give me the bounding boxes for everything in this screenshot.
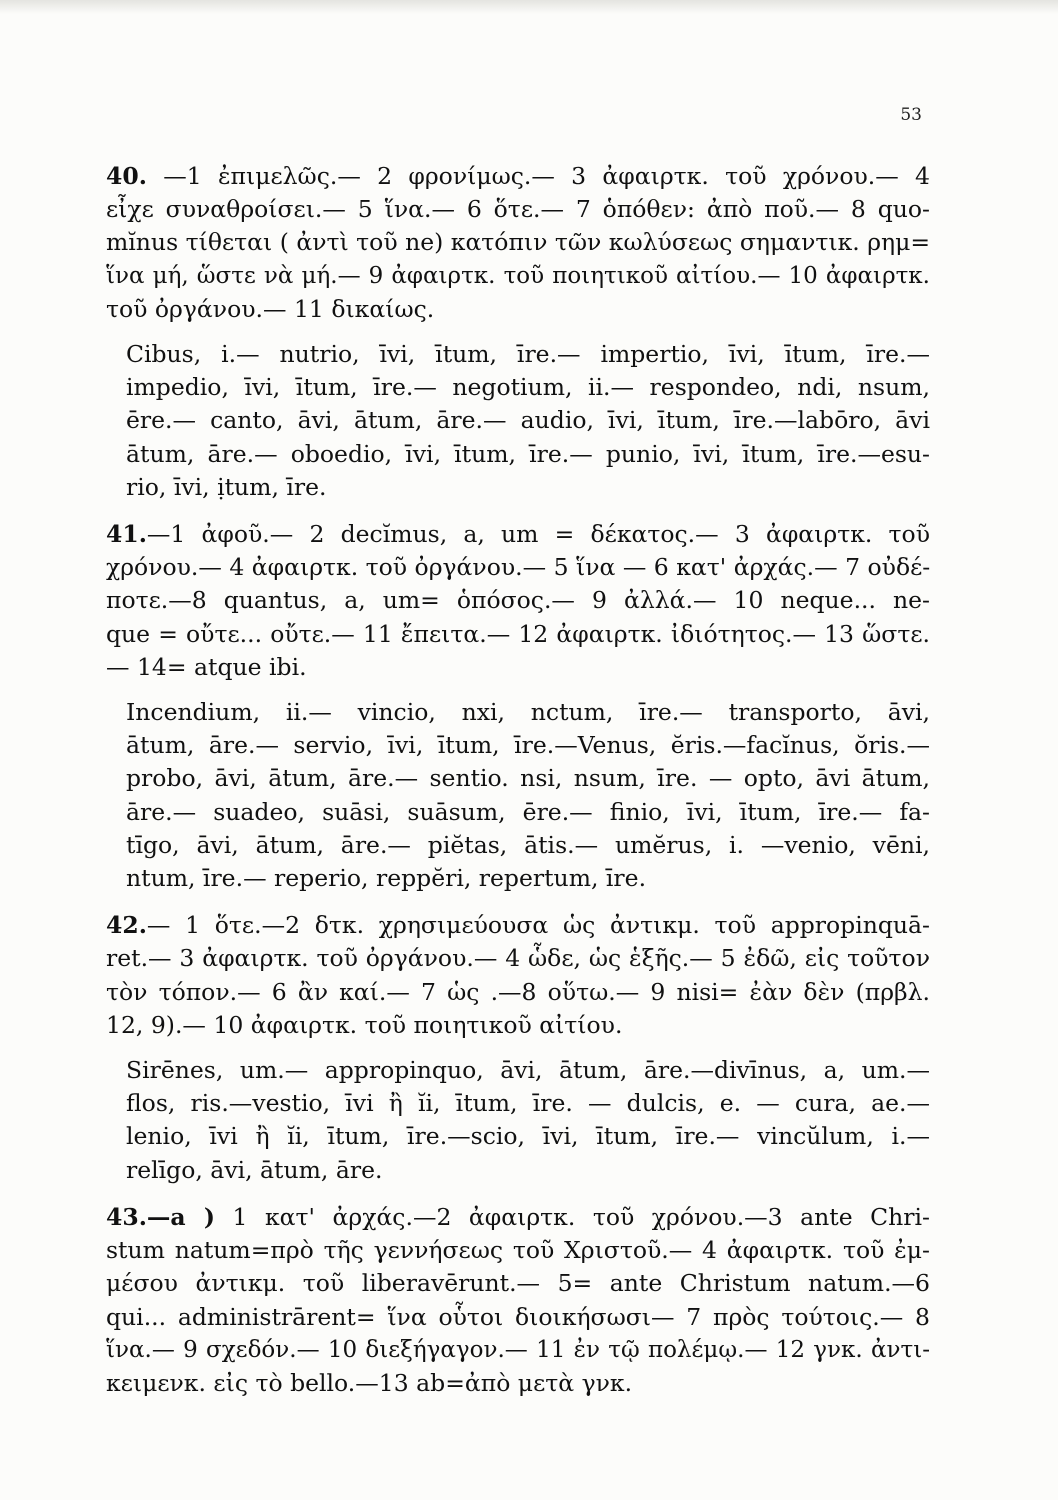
exercise-number: 43.—a ) <box>106 1202 215 1231</box>
exercise-number: 42. <box>106 911 147 940</box>
text-line: ātum, āre.— oboedio, īvi, ītum, īre.— punio, īvi, ītum, īre.—esu- <box>126 439 930 468</box>
text-line: ret.— 3 ἀφαιρτκ. τοῦ ὀργάνου.— 4 ὧδε, ὡς ἑξῆς.— 5 ἐδῶ, εἰς τοῦτον <box>106 944 930 973</box>
page-body <box>106 160 930 1412</box>
exercise-41-notes <box>106 518 930 684</box>
exercise-number: 40. <box>106 162 147 190</box>
text-line: 41.—1 ἀφοῦ.— 2 decĭmus, a, um = δέκατος.— 3 ἀφαιρτκ. τοῦ <box>106 520 930 549</box>
text-line: mĭnus τίθεται ( ἀντὶ τοῦ ne) κατόπιν τῶν κωλύσεως σημαντικ. ρημ= <box>106 228 931 257</box>
text-line: ātum, āre.— servio, īvi, ītum, īre.—Venus, ĕris.—facĭnus, ŏris.— <box>126 731 930 760</box>
page-number: 53 <box>900 105 922 125</box>
exercise-42-vocabulary <box>106 1054 930 1187</box>
exercise-41-vocabulary <box>106 696 930 895</box>
text-line: lenio, īvi ἢ ĭi, ītum, īre.—scio, īvi, ītum, īre.— vincŭlum, i.— <box>126 1122 930 1151</box>
text-line: flos, ris.—vestio, īvi ἢ ĭi, ītum, īre. — dulcis, e. — cura, ae.— <box>126 1089 930 1118</box>
text-line: 43.—a ) 1 κατ' ἀρχάς.—2 ἀφαιρτκ. τοῦ χρόνου.—3 ante Chri- <box>106 1202 930 1231</box>
text-line: ntum, īre.— reperio, reppĕri, repertum, īre. <box>126 864 647 893</box>
text-line: τοῦ ὀργάνου.— 11 δικαίως. <box>106 294 435 323</box>
text-line: stum natum=πρὸ τῆς γεννήσεως τοῦ Χριστοῦ.— 4 ἀφαιρτκ. τοῦ ἐμ- <box>106 1236 930 1265</box>
text-line: κειμενκ. εἰς τὸ bello.—13 ab=ἀπὸ μετὰ γνκ. <box>106 1368 633 1397</box>
text-line: rio, īvi, ịtum, īre. <box>126 472 327 501</box>
text-line: χρόνου.— 4 ἀφαιρτκ. τοῦ ὀργάνου.— 5 ἵνα — 6 κατ' ἀρχάς.— 7 οὐδέ- <box>106 553 931 582</box>
text-line: 12, 9).— 10 ἀφαιρτκ. τοῦ ποιητικοῦ αἰτίου. <box>106 1010 623 1039</box>
text-line: ἵνα.— 9 σχεδόν.— 10 διεξήγαγον.— 11 ἐν τῷ πολέμῳ.— 12 γνκ. ἀντι- <box>106 1336 930 1363</box>
text-line: tīgo, āvi, ātum, āre.— piĕtas, ātis.— umĕrus, i. —venio, vēni, <box>126 830 930 859</box>
text-line: āre.— suadeo, suāsi, suāsum, ēre.— finio, īvi, ītum, īre.— fa- <box>126 797 930 826</box>
text-line: ποτε.—8 quantus, a, um= ὁπόσος.— 9 ἀλλά.— 10 neque... ne- <box>106 586 930 615</box>
text-line: Sirēnes, um.— appropinquo, āvi, ātum, āre.—divīnus, a, um.— <box>126 1056 930 1085</box>
text-line: probo, āvi, ātum, āre.— sentio. nsi, nsum, īre. — opto, āvi ātum, <box>126 764 930 793</box>
text-line: relīgo, āvi, ātum, āre. <box>126 1155 383 1184</box>
text-line: qui... administrārent= ἵνα οὗτοι διοικήσωσι— 7 πρὸς τούτοις.— 8 <box>106 1302 930 1331</box>
exercise-number: 41. <box>106 520 147 549</box>
exercise-40-notes <box>106 160 930 326</box>
text-line: ἵνα μή, ὥστε νὰ μή.— 9 ἀφαιρτκ. τοῦ ποιητικοῦ αἰτίου.— 10 ἀφαιρτκ. <box>106 262 930 289</box>
text-line: — 14= atque ibi. <box>106 652 307 681</box>
exercise-40-vocabulary <box>106 338 930 504</box>
text-line: μέσου ἀντικμ. τοῦ liberavērunt.— 5= ante Christum natum.—6 <box>106 1269 930 1298</box>
exercise-43-notes <box>106 1201 930 1400</box>
exercise-42-notes <box>106 909 930 1042</box>
text-line: εἶχε συναθροίσει.— 5 ἵνα.— 6 ὅτε.— 7 ὁπόθεν: ἀπὸ ποῦ.— 8 quo- <box>106 195 930 224</box>
scan-edge-shadow <box>0 0 1058 14</box>
text-line: τὸν τόπον.— 6 ἂν καί.— 7 ὡς .—8 οὕτω.— 9 nisi= ἐὰν δὲν (πρβλ. <box>106 977 930 1006</box>
text-line: Incendium, ii.— vincio, nxi, nctum, īre.— transporto, āvi, <box>126 698 930 727</box>
text-line: 40. —1 ἐπιμελῶς.— 2 φρονίμως.— 3 ἀφαιρτκ. τοῦ χρόνου.— 4 <box>106 162 930 190</box>
text-line: que = οὔτε... οὔτε.— 11 ἔπειτα.— 12 ἀφαιρτκ. ἰδιότητος.— 13 ὥστε. <box>106 619 930 648</box>
text-line: Cibus, i.— nutrio, īvi, ītum, īre.— impertio, īvi, ītum, īre.— <box>126 340 930 369</box>
text-line: ēre.— canto, āvi, ātum, āre.— audio, īvi, ītum, īre.—labōro, āvi <box>126 406 930 435</box>
text-line: 42.— 1 ὅτε.—2 δτκ. χρησιμεύουσα ὡς ἀντικμ. τοῦ appropinquā- <box>106 911 930 940</box>
text-line: impedio, īvi, ītum, īre.— negotium, ii.— respondeo, ndi, nsum, <box>126 373 930 402</box>
